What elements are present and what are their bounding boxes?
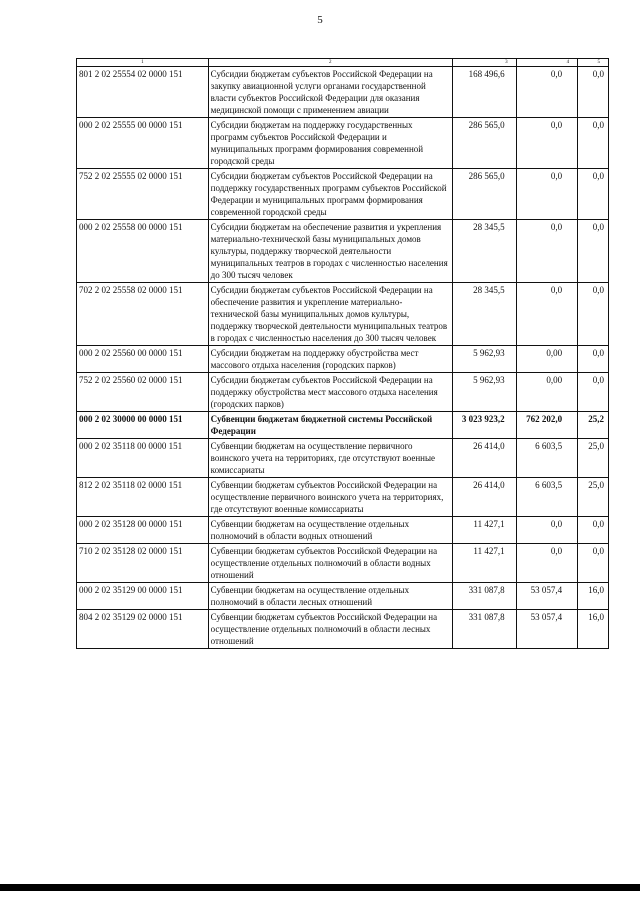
budget-code-cell: 801 2 02 25554 02 0000 151 bbox=[77, 67, 209, 118]
item-name-cell: Субвенции бюджетам субъектов Российской Федерации на осуществление первичного воинского учета на территориях, где отсутствуют военные комиссариаты bbox=[208, 478, 452, 517]
budget-code-cell: 812 2 02 35118 02 0000 151 bbox=[77, 478, 209, 517]
column-number-4: 4 bbox=[516, 59, 578, 67]
value-col5-cell: 0,0 bbox=[578, 373, 609, 412]
table-row bbox=[77, 478, 609, 517]
value-col5-cell: 0,0 bbox=[578, 517, 609, 544]
table-row bbox=[77, 373, 609, 412]
value-col5-cell: 0,0 bbox=[578, 346, 609, 373]
value-col3-cell: 286 565,0 bbox=[452, 118, 516, 169]
item-name-cell: Субсидии бюджетам на поддержку государственных программ субъектов Российской Федерации и муниципальных программ формирования современной городской среды bbox=[208, 118, 452, 169]
value-col5-cell: 25,2 bbox=[578, 412, 609, 439]
value-col4-cell: 0,0 bbox=[516, 118, 578, 169]
item-name-cell: Субсидии бюджетам субъектов Российской Федерации на поддержку обустройства мест массового отдыха населения (городских парков) bbox=[208, 373, 452, 412]
value-col5-cell: 0,0 bbox=[578, 544, 609, 583]
budget-code-cell: 000 2 02 25560 00 0000 151 bbox=[77, 346, 209, 373]
item-name-cell: Субсидии бюджетам на обеспечение развития и укрепления материально-технической базы муниципальных домов культуры, поддержку творческой деятельности муниципальных театров в городах с численностью населения до 300 тысяч человек bbox=[208, 220, 452, 283]
budget-code-cell: 710 2 02 35128 02 0000 151 bbox=[77, 544, 209, 583]
column-number-2: 2 bbox=[208, 59, 452, 67]
value-col3-cell: 28 345,5 bbox=[452, 220, 516, 283]
table-row bbox=[77, 169, 609, 220]
value-col5-cell: 16,0 bbox=[578, 583, 609, 610]
table-header-row bbox=[77, 59, 609, 67]
column-number-1: 1 bbox=[77, 59, 209, 67]
table-row bbox=[77, 610, 609, 649]
budget-table bbox=[76, 58, 609, 649]
value-col5-cell: 16,0 bbox=[578, 610, 609, 649]
value-col4-cell: 53 057,4 bbox=[516, 583, 578, 610]
table-row bbox=[77, 544, 609, 583]
item-name-cell: Субвенции бюджетам на осуществление первичного воинского учета на территориях, где отсутствуют военные комиссариаты bbox=[208, 439, 452, 478]
item-name-cell: Субсидии бюджетам на поддержку обустройства мест массового отдыха населения (городских парков) bbox=[208, 346, 452, 373]
value-col3-cell: 5 962,93 bbox=[452, 346, 516, 373]
value-col4-cell: 0,00 bbox=[516, 346, 578, 373]
value-col3-cell: 331 087,8 bbox=[452, 610, 516, 649]
table-row bbox=[77, 439, 609, 478]
value-col5-cell: 25,0 bbox=[578, 439, 609, 478]
table-row bbox=[77, 517, 609, 544]
item-name-cell: Субсидии бюджетам субъектов Российской Федерации на обеспечение развития и укрепление материально-технической базы муниципальных домов культуры, поддержку творческой деятельности муниципальных театров в городах с численностью населения до 300 тысяч человек bbox=[208, 283, 452, 346]
value-col4-cell: 53 057,4 bbox=[516, 610, 578, 649]
budget-code-cell: 000 2 02 30000 00 0000 151 bbox=[77, 412, 209, 439]
value-col4-cell: 6 603,5 bbox=[516, 478, 578, 517]
budget-code-cell: 702 2 02 25558 02 0000 151 bbox=[77, 283, 209, 346]
value-col5-cell: 0,0 bbox=[578, 118, 609, 169]
value-col4-cell: 0,0 bbox=[516, 220, 578, 283]
value-col4-cell: 0,0 bbox=[516, 67, 578, 118]
budget-code-cell: 000 2 02 35129 00 0000 151 bbox=[77, 583, 209, 610]
value-col4-cell: 0,0 bbox=[516, 544, 578, 583]
budget-code-cell: 000 2 02 25555 00 0000 151 bbox=[77, 118, 209, 169]
value-col3-cell: 26 414,0 bbox=[452, 439, 516, 478]
budget-code-cell: 000 2 02 35118 00 0000 151 bbox=[77, 439, 209, 478]
value-col3-cell: 286 565,0 bbox=[452, 169, 516, 220]
item-name-cell: Субсидии бюджетам субъектов Российской Федерации на закупку авиационной услуги органами государственной власти субъектов Российской Федерации для оказания медицинской помощи с применением авиации bbox=[208, 67, 452, 118]
budget-code-cell: 752 2 02 25560 02 0000 151 bbox=[77, 373, 209, 412]
value-col3-cell: 11 427,1 bbox=[452, 544, 516, 583]
budget-code-cell: 804 2 02 35129 02 0000 151 bbox=[77, 610, 209, 649]
table-row bbox=[77, 67, 609, 118]
table-row bbox=[77, 412, 609, 439]
value-col3-cell: 11 427,1 bbox=[452, 517, 516, 544]
item-name-cell: Субвенции бюджетам на осуществление отдельных полномочий в области лесных отношений bbox=[208, 583, 452, 610]
value-col5-cell: 0,0 bbox=[578, 67, 609, 118]
value-col4-cell: 762 202,0 bbox=[516, 412, 578, 439]
value-col3-cell: 3 023 923,2 bbox=[452, 412, 516, 439]
item-name-cell: Субвенции бюджетам субъектов Российской Федерации на осуществление отдельных полномочий в области лесных отношений bbox=[208, 610, 452, 649]
value-col3-cell: 168 496,6 bbox=[452, 67, 516, 118]
value-col3-cell: 331 087,8 bbox=[452, 583, 516, 610]
column-number-3: 3 bbox=[452, 59, 516, 67]
table-row bbox=[77, 283, 609, 346]
value-col4-cell: 6 603,5 bbox=[516, 439, 578, 478]
table-row bbox=[77, 220, 609, 283]
value-col5-cell: 0,0 bbox=[578, 220, 609, 283]
value-col5-cell: 0,0 bbox=[578, 283, 609, 346]
value-col4-cell: 0,0 bbox=[516, 517, 578, 544]
value-col4-cell: 0,0 bbox=[516, 283, 578, 346]
table-row bbox=[77, 346, 609, 373]
value-col3-cell: 28 345,5 bbox=[452, 283, 516, 346]
column-number-5: 5 bbox=[578, 59, 609, 67]
budget-code-cell: 752 2 02 25555 02 0000 151 bbox=[77, 169, 209, 220]
item-name-cell: Субвенции бюджетам бюджетной системы Российской Федерации bbox=[208, 412, 452, 439]
item-name-cell: Субвенции бюджетам на осуществление отдельных полномочий в области водных отношений bbox=[208, 517, 452, 544]
bottom-scan-border bbox=[0, 884, 640, 891]
table-row bbox=[77, 583, 609, 610]
value-col3-cell: 5 962,93 bbox=[452, 373, 516, 412]
item-name-cell: Субвенции бюджетам субъектов Российской Федерации на осуществление отдельных полномочий в области водных отношений bbox=[208, 544, 452, 583]
value-col5-cell: 0,0 bbox=[578, 169, 609, 220]
item-name-cell: Субсидии бюджетам субъектов Российской Федерации на поддержку государственных программ субъектов Российской Федерации и муниципальных программ формирования современной городской среды bbox=[208, 169, 452, 220]
value-col4-cell: 0,0 bbox=[516, 169, 578, 220]
table-row bbox=[77, 118, 609, 169]
page-number: 5 bbox=[317, 14, 323, 26]
value-col3-cell: 26 414,0 bbox=[452, 478, 516, 517]
budget-code-cell: 000 2 02 25558 00 0000 151 bbox=[77, 220, 209, 283]
budget-code-cell: 000 2 02 35128 00 0000 151 bbox=[77, 517, 209, 544]
value-col4-cell: 0,00 bbox=[516, 373, 578, 412]
value-col5-cell: 25,0 bbox=[578, 478, 609, 517]
